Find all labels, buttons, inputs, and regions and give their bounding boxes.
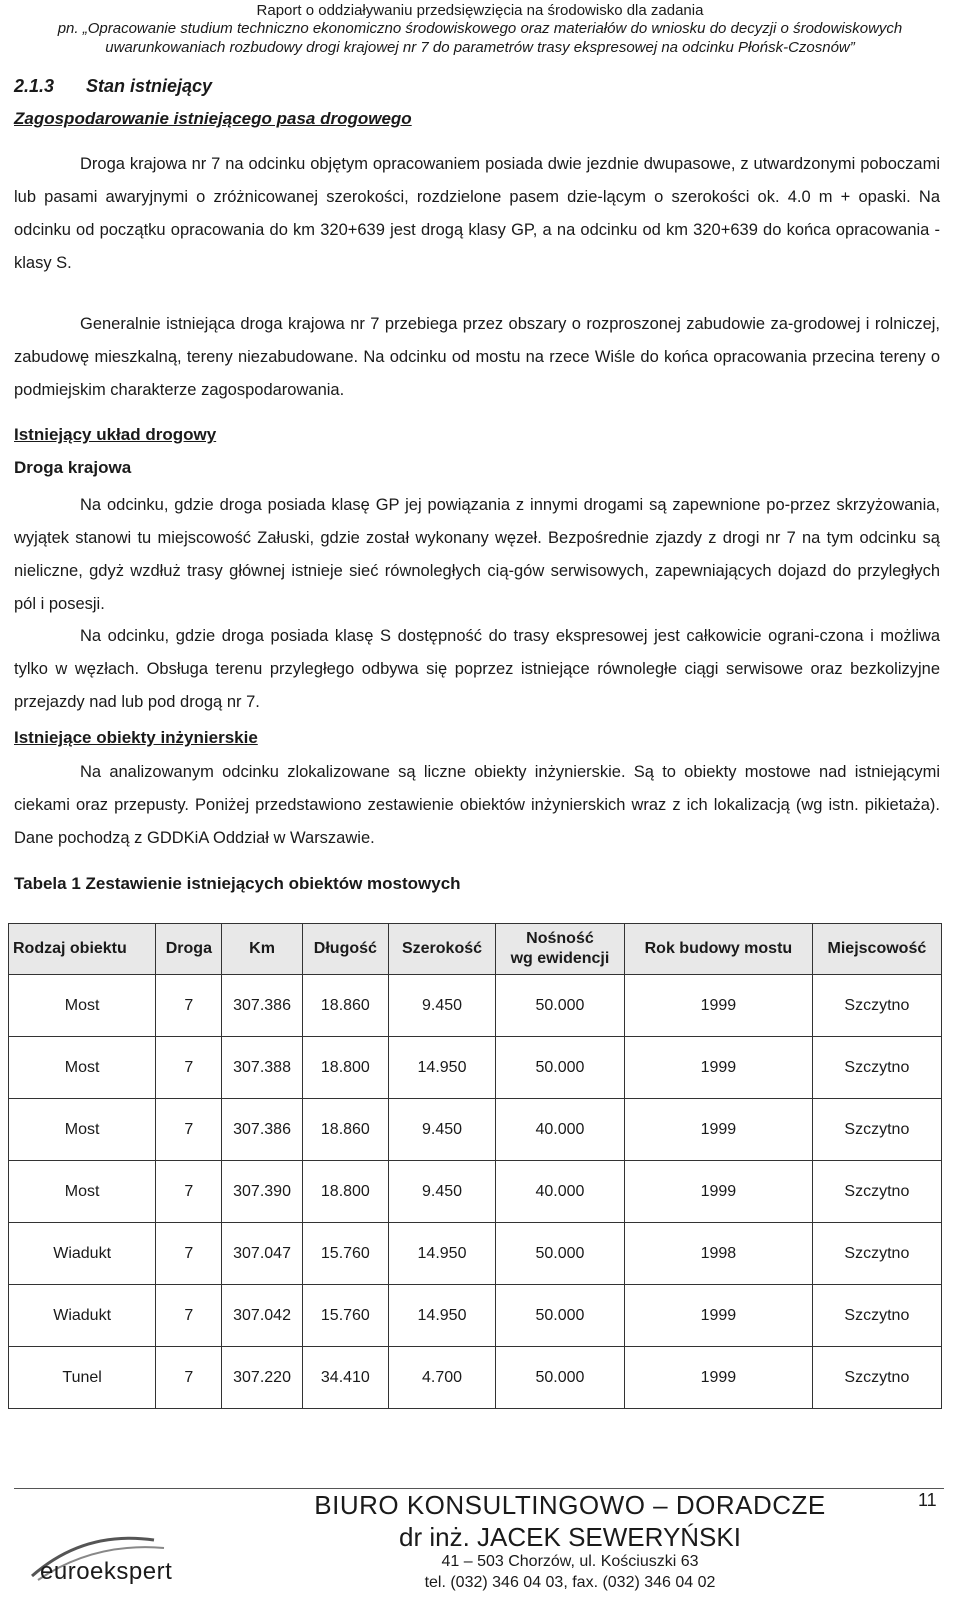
- col-header-load-capacity-line1: Nośność: [526, 930, 594, 947]
- cell-width: 14.950: [389, 1223, 496, 1285]
- cell-load-capacity: 40.000: [495, 1099, 624, 1161]
- col-header-road: Droga: [156, 924, 222, 975]
- cell-road: 7: [156, 1347, 222, 1409]
- subsection-heading-national-road: Droga krajowa: [14, 458, 132, 477]
- col-header-build-year: Rok budowy mostu: [625, 924, 813, 975]
- cell-location: Szczytno: [812, 1099, 941, 1161]
- cell-location: Szczytno: [812, 1347, 941, 1409]
- section-number: 2.1.3: [14, 76, 55, 96]
- cell-width: 14.950: [389, 1037, 496, 1099]
- cell-object-type: Wiadukt: [9, 1223, 156, 1285]
- cell-length: 18.860: [302, 975, 388, 1037]
- cell-km: 307.220: [222, 1347, 302, 1409]
- table-row: [9, 1037, 942, 1099]
- bridge-objects-table: [8, 923, 942, 1409]
- cell-load-capacity: 50.000: [495, 1223, 624, 1285]
- table-row: [9, 1161, 942, 1223]
- footer-phone-fax: tel. (032) 346 04 03, fax. (032) 346 04 02: [424, 1574, 716, 1591]
- cell-width: 9.450: [389, 1099, 496, 1161]
- col-header-km: Km: [222, 924, 302, 975]
- cell-width: 9.450: [389, 975, 496, 1037]
- paragraph-road-description: [14, 148, 940, 280]
- cell-km: 307.042: [222, 1285, 302, 1347]
- col-header-load-capacity-line2: wg ewidencji: [510, 950, 610, 967]
- col-header-load-capacity: [495, 924, 624, 975]
- cell-build-year: 1999: [625, 1347, 813, 1409]
- col-header-location: Miejscowość: [812, 924, 941, 975]
- cell-km: 307.386: [222, 1099, 302, 1161]
- cell-build-year: 1999: [625, 1037, 813, 1099]
- cell-location: Szczytno: [812, 1223, 941, 1285]
- cell-object-type: Tunel: [9, 1347, 156, 1409]
- col-header-object-type: Rodzaj obiektu: [9, 924, 156, 975]
- paragraph-text: Na odcinku, gdzie droga posiada klasę GP jej powiązania z innymi drogami są zapewnione po-przez skrzyżowania, wyjątek stanowi tu miejscowość Załuski, gdzie został wykonany węzeł. Bezpośrednie zjazdy z drogi nr 7 na tym odcinku są nieliczne, gdyż wzdłuż trasy głównej istnieje sieć równoległych cią-gów serwisowych, zapewniających dojazd do przyległych pól i posesji.: [14, 496, 940, 613]
- subsection-title-engineering-objects: Istniejące obiekty inżynierskie: [14, 728, 258, 747]
- paragraph-s-class: [14, 620, 940, 719]
- footer-address: 41 – 503 Chorzów, ul. Kościuszki 63: [441, 1553, 699, 1570]
- cell-object-type: Most: [9, 1161, 156, 1223]
- footer-owner-name: dr inż. JACEK SEWERYŃSKI: [399, 1522, 741, 1552]
- cell-location: Szczytno: [812, 975, 941, 1037]
- col-header-width: Szerokość: [389, 924, 496, 975]
- page-number: 11: [918, 1490, 937, 1510]
- cell-road: 7: [156, 1285, 222, 1347]
- cell-length: 15.760: [302, 1285, 388, 1347]
- header-line-3: uwarunkowaniach rozbudowy drogi krajowej nr 7 do parametrów trasy ekspresowej na odcinku Płońsk-Czosnów”: [105, 39, 855, 56]
- cell-load-capacity: 50.000: [495, 975, 624, 1037]
- table-row: [9, 1099, 942, 1161]
- cell-object-type: Most: [9, 1037, 156, 1099]
- cell-length: 15.760: [302, 1223, 388, 1285]
- cell-road: 7: [156, 1037, 222, 1099]
- table-row: [9, 975, 942, 1037]
- cell-object-type: Most: [9, 975, 156, 1037]
- paragraph-text: Na analizowanym odcinku zlokalizowane są liczne obiekty inżynierskie. Są to obiekty mostowe nad istniejącymi ciekami oraz przepusty. Poniżej przedstawiono zestawienie obiektów inżynierskich wraz z ich lokalizacją (wg istn. pikietaża). Dane pochodzą z GDDKiA Oddział w Warszawie.: [14, 763, 940, 847]
- table-caption: Tabela 1 Zestawienie istniejących obiektów mostowych: [14, 874, 461, 893]
- cell-length: 18.860: [302, 1099, 388, 1161]
- cell-object-type: Wiadukt: [9, 1285, 156, 1347]
- cell-length: 18.800: [302, 1037, 388, 1099]
- cell-object-type: Most: [9, 1099, 156, 1161]
- cell-location: Szczytno: [812, 1285, 941, 1347]
- logo-text: euroekspert: [40, 1558, 173, 1585]
- subsection-title-land-use: Zagospodarowanie istniejącego pasa drogowego: [14, 109, 412, 128]
- section-title: Stan istniejący: [86, 76, 213, 96]
- cell-build-year: 1999: [625, 1285, 813, 1347]
- cell-road: 7: [156, 975, 222, 1037]
- cell-width: 9.450: [389, 1161, 496, 1223]
- cell-length: 34.410: [302, 1347, 388, 1409]
- cell-road: 7: [156, 1161, 222, 1223]
- paragraph-text: Droga krajowa nr 7 na odcinku objętym opracowaniem posiada dwie jezdnie dwupasowe, z utwardzonymi poboczami lub pasami awaryjnymi o zróżnicowanej szerokości, rozdzielone pasem dzie-lącym o szerokości ok. 4.0 m + opaski. Na odcinku od początku opracowania do km 320+639 jest drogą klasy GP, a na odcinku od km 320+639 do końca opracowania - klasy S.: [14, 155, 940, 272]
- col-header-length: Długość: [302, 924, 388, 975]
- paragraph-gp-class: [14, 489, 940, 621]
- footer-divider: [14, 1488, 944, 1489]
- cell-build-year: 1999: [625, 1161, 813, 1223]
- cell-load-capacity: 50.000: [495, 1347, 624, 1409]
- header-line-1: Raport o oddziaływaniu przedsięwzięcia na środowisko dla zadania: [256, 2, 704, 19]
- paragraph-text: Generalnie istniejąca droga krajowa nr 7 przebiega przez obszary o rozproszonej zabudowie za-grodowej i rolniczej, zabudowę mieszkalną, tereny niezabudowane. Na odcinku od mostu na rzece Wiśle do końca opracowania przecina tereny o podmiejskim charakterze zagospodarowania.: [14, 315, 940, 399]
- cell-width: 14.950: [389, 1285, 496, 1347]
- table-header-row: [9, 924, 942, 975]
- header-line-2: pn. „Opracowanie studium techniczno ekonomiczno środowiskowego oraz materiałów do wniosku do decyzji o środowiskowych: [57, 20, 903, 37]
- cell-road: 7: [156, 1099, 222, 1161]
- table-row: [9, 1347, 942, 1409]
- cell-road: 7: [156, 1223, 222, 1285]
- cell-km: 307.047: [222, 1223, 302, 1285]
- cell-km: 307.390: [222, 1161, 302, 1223]
- cell-km: 307.388: [222, 1037, 302, 1099]
- cell-km: 307.386: [222, 975, 302, 1037]
- cell-width: 4.700: [389, 1347, 496, 1409]
- cell-load-capacity: 50.000: [495, 1285, 624, 1347]
- subsection-title-road-layout: Istniejący układ drogowy: [14, 425, 217, 444]
- paragraph-engineering-objects: [14, 756, 940, 855]
- cell-build-year: 1999: [625, 975, 813, 1037]
- cell-location: Szczytno: [812, 1037, 941, 1099]
- cell-build-year: 1998: [625, 1223, 813, 1285]
- cell-location: Szczytno: [812, 1161, 941, 1223]
- paragraph-road-surroundings: [14, 308, 940, 407]
- table-row: [9, 1223, 942, 1285]
- paragraph-text: Na odcinku, gdzie droga posiada klasę S dostępność do trasy ekspresowej jest całkowicie ograni-czona i możliwa tylko w węzłach. Obsługa terenu przyległego odbywa się poprzez istniejące równoległe ciągi serwisowe oraz bezkolizyjne przejazdy nad lub pod drogą nr 7.: [14, 627, 940, 711]
- cell-build-year: 1999: [625, 1099, 813, 1161]
- footer-company-name: BIURO KONSULTINGOWO – DORADCZE: [314, 1490, 826, 1520]
- table-row: [9, 1285, 942, 1347]
- cell-load-capacity: 50.000: [495, 1037, 624, 1099]
- cell-length: 18.800: [302, 1161, 388, 1223]
- cell-load-capacity: 40.000: [495, 1161, 624, 1223]
